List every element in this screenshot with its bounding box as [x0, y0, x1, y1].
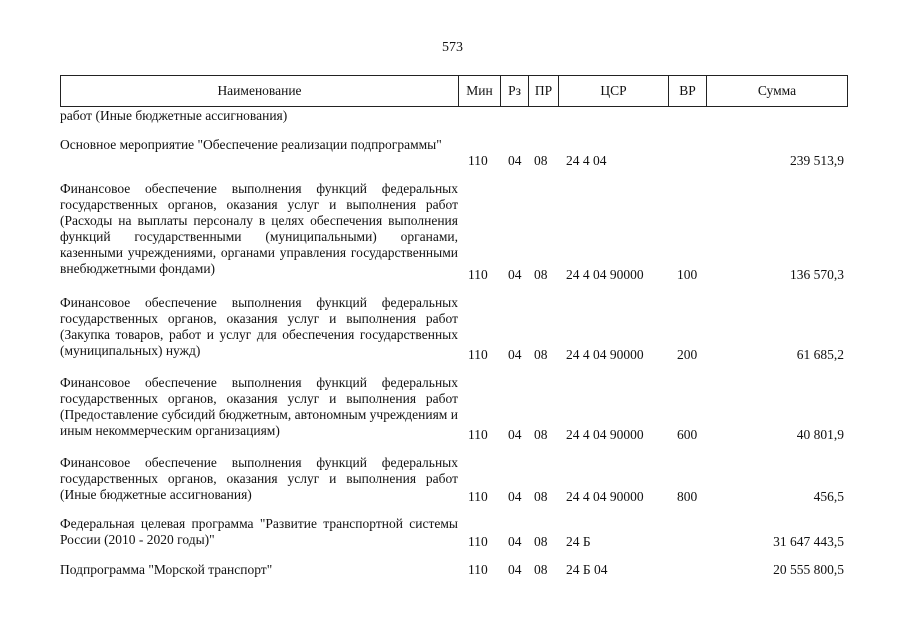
- row-pr: 08: [534, 153, 548, 168]
- row-rz: 04: [508, 489, 522, 504]
- row-name: Финансовое обеспечение выполнения функций федеральных государственных органов, оказания услуг и выполнения работ (Предоставление субсидий бюджетным, автономным учреждениям и иным некоммерческим организациям): [60, 375, 458, 438]
- header-sum: Сумма: [757, 83, 797, 98]
- row-name: Основное мероприятие "Обеспечение реализации подпрограммы": [60, 137, 442, 152]
- row-name: Финансовое обеспечение выполнения функций федеральных государственных органов, оказания услуг и выполнения работ (Закупка товаров, работ и услуг для обеспечения государственных (муниципальных) нужд): [60, 295, 458, 358]
- row-pr: 08: [534, 562, 548, 577]
- row-rz: 04: [508, 534, 522, 549]
- table-row: [60, 455, 848, 505]
- page-number: 573: [442, 40, 463, 55]
- row-pr: 08: [534, 267, 548, 282]
- row-min: 110: [468, 489, 488, 504]
- row-sum: 40 801,9: [796, 427, 844, 442]
- row-min: 110: [468, 153, 488, 168]
- table-row: [60, 375, 848, 443]
- header-pr: ПР: [529, 76, 559, 106]
- row-name: Финансовое обеспечение выполнения функций федеральных государственных органов, оказания услуг и выполнения работ (Иные бюджетные ассигнования): [60, 455, 458, 502]
- row-sum: 61 685,2: [796, 347, 844, 362]
- row-csr: 24 4 04: [566, 153, 607, 168]
- row-sum: 136 570,3: [790, 267, 844, 282]
- row-pr: 08: [534, 489, 548, 504]
- row-min: 110: [468, 427, 488, 442]
- row-min: 110: [468, 347, 488, 362]
- row-min: 110: [468, 534, 488, 549]
- row-pr: 08: [534, 534, 548, 549]
- row-rz: 04: [508, 347, 522, 362]
- row-sum: 20 555 800,5: [773, 562, 844, 577]
- row-name: Подпрограмма "Морской транспорт": [60, 562, 273, 577]
- row-sum: 456,5: [813, 489, 844, 504]
- table-row: [60, 137, 848, 169]
- header-rz: Рз: [501, 76, 529, 106]
- row-name: Финансовое обеспечение выполнения функций федеральных государственных органов, оказания услуг и выполнения работ (Расходы на выплаты персоналу в целях обеспечения выполнения функций государственными (муниципальными) органами, казенными учреждениями, органами управления государственными внебюджетными фондами): [60, 181, 458, 276]
- table-row: [60, 516, 848, 550]
- row-rz: 04: [508, 562, 522, 577]
- row-csr: 24 4 04 90000: [566, 427, 644, 442]
- row-vr: 100: [677, 267, 698, 282]
- row-vr: 600: [677, 427, 698, 442]
- table-header: [60, 75, 848, 107]
- row-csr: 24 4 04 90000: [566, 489, 644, 504]
- row-name: Федеральная целевая программа "Развитие транспортной системы России (2010 - 2020 годы)": [60, 516, 458, 547]
- row-csr: 24 4 04 90000: [566, 267, 644, 282]
- row-csr: 24 Б: [566, 534, 591, 549]
- row-csr: 24 4 04 90000: [566, 347, 644, 362]
- header-csr: ЦСР: [559, 76, 669, 106]
- carry-over-text: работ (Иные бюджетные ассигнования): [60, 108, 288, 123]
- row-pr: 08: [534, 427, 548, 442]
- row-csr: 24 Б 04: [566, 562, 608, 577]
- header-min: Мин: [459, 76, 501, 106]
- row-sum: 239 513,9: [790, 153, 844, 168]
- row-rz: 04: [508, 427, 522, 442]
- row-vr: 200: [677, 347, 698, 362]
- row-pr: 08: [534, 347, 548, 362]
- table-row: [60, 181, 848, 283]
- row-rz: 04: [508, 153, 522, 168]
- row-min: 110: [468, 267, 488, 282]
- table-row: [60, 295, 848, 363]
- header-name: Наименование: [61, 76, 459, 106]
- row-min: 110: [468, 562, 488, 577]
- row-rz: 04: [508, 267, 522, 282]
- row-sum: 31 647 443,5: [773, 534, 844, 549]
- table-row: [60, 562, 848, 578]
- header-vr: ВР: [669, 76, 707, 106]
- row-vr: 800: [677, 489, 698, 504]
